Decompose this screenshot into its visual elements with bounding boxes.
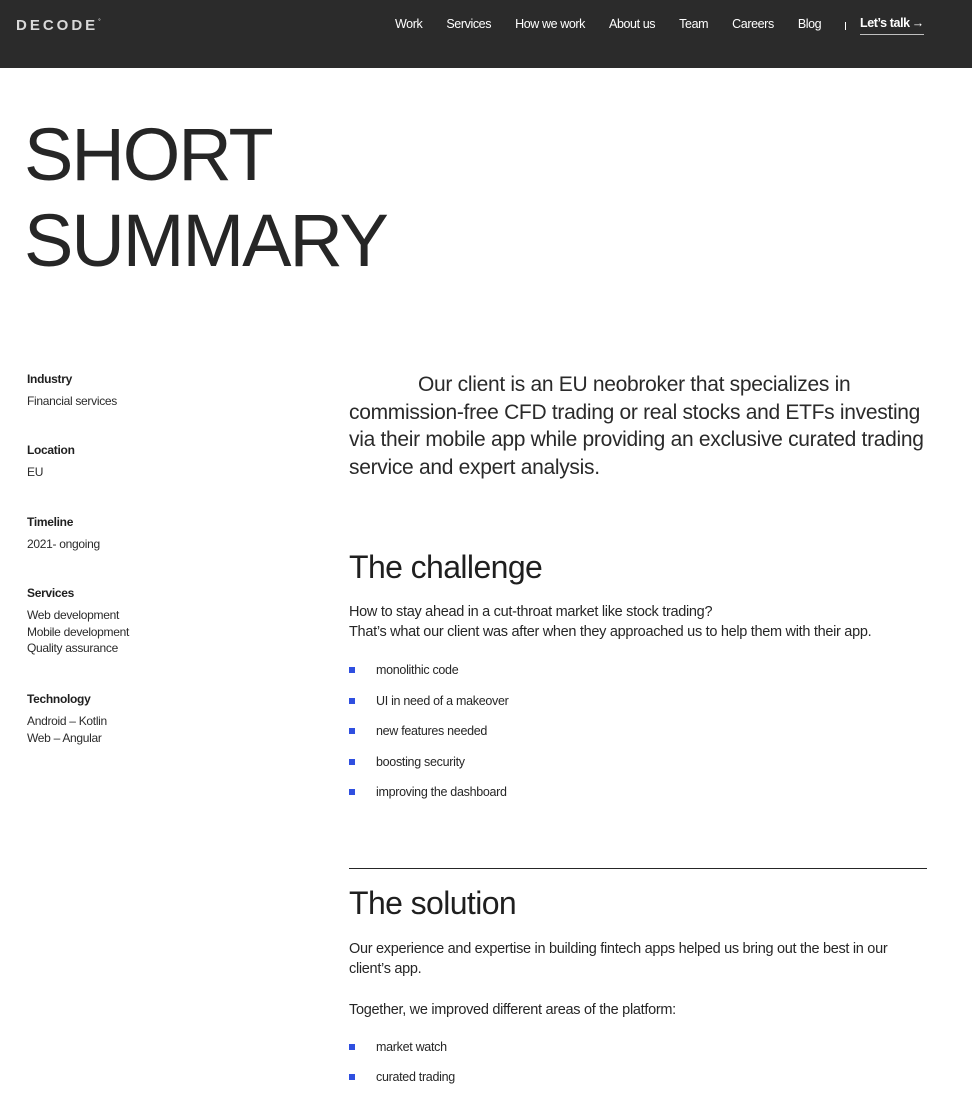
fact-value: EU: [27, 465, 44, 479]
fact-value: Web – Angular: [27, 730, 102, 745]
page-title-line-1: SHORT: [24, 113, 272, 196]
fact-value: Quality assurance: [27, 641, 118, 655]
bullet-square-icon: [349, 698, 355, 704]
nav-blog[interactable]: Blog: [797, 17, 822, 31]
page-title: [24, 112, 387, 284]
nav-careers[interactable]: Careers: [732, 17, 774, 31]
list-item: [349, 693, 927, 724]
solution-paragraph-1: Our experience and expertise in building fintech apps helped us bring out the best in our client’s app.: [349, 940, 888, 977]
nav-services[interactable]: Services: [446, 17, 492, 31]
bullet-square-icon: [349, 759, 355, 765]
bullet-square-icon: [349, 728, 355, 734]
list-item-text: boosting security: [376, 754, 465, 769]
list-item-text: improving the dashboard: [376, 785, 507, 799]
list-item: [349, 1069, 927, 1100]
list-item: [349, 1039, 927, 1070]
bullet-square-icon: [349, 789, 355, 795]
main-nav: [395, 16, 870, 32]
fact-services: [27, 585, 277, 691]
challenge-line-2: That’s what our client was after when they approached us to help them with their app.: [349, 624, 872, 640]
list-item: [349, 784, 927, 815]
nav-team[interactable]: Team: [679, 17, 709, 31]
fact-values: [27, 607, 277, 657]
list-item-text: UI in need of a makeover: [376, 693, 509, 708]
fact-values: [27, 393, 277, 410]
solution-title: The solution: [349, 884, 517, 921]
logo-mark: °: [98, 19, 101, 25]
list-item-text: market watch: [376, 1039, 447, 1054]
list-item-text: monolithic code: [376, 663, 459, 677]
challenge-list: [349, 662, 927, 815]
fact-technology: [27, 691, 277, 746]
fact-timeline: [27, 514, 277, 585]
fact-value: Android – Kotlin: [27, 714, 107, 728]
list-item-text: curated trading: [376, 1070, 455, 1084]
bullet-square-icon: [349, 667, 355, 673]
fact-industry: [27, 371, 277, 442]
fact-label: Location: [27, 443, 75, 457]
fact-value: Mobile development: [27, 624, 129, 639]
fact-values: [27, 536, 277, 553]
fact-values: [27, 713, 277, 746]
solution-paragraph-2: Together, we improved different areas of the platform:: [349, 1001, 676, 1018]
decode-logo[interactable]: [16, 17, 101, 34]
challenge-line-1: How to stay ahead in a cut-throat market like stock trading?: [349, 604, 713, 620]
nav-separator: [845, 22, 846, 30]
fact-label: Timeline: [27, 515, 74, 529]
bullet-square-icon: [349, 1074, 355, 1080]
intro-paragraph: Our client is an EU neobroker that specializes in commission-free CFD trading or real stocks and ETFs investing via their mobile app while providing an exclusive curated trading service and expert analysis.: [349, 373, 924, 479]
case-study-content: [349, 371, 927, 1100]
list-item: [349, 754, 927, 785]
challenge-title: The challenge: [349, 549, 543, 585]
nav-how-we-work[interactable]: How we work: [515, 17, 586, 31]
page-title-line-2: SUMMARY: [24, 199, 387, 282]
challenge-paragraph: [349, 602, 927, 642]
fact-values: [27, 464, 277, 481]
lets-talk-button[interactable]: [860, 16, 924, 35]
list-item: [349, 723, 927, 754]
fact-value: 2021- ongoing: [27, 537, 100, 551]
fact-value: Financial services: [27, 394, 117, 408]
list-item-text: new features needed: [376, 724, 488, 738]
fact-label: Technology: [27, 692, 91, 706]
fact-value: Web development: [27, 608, 120, 622]
project-facts: [27, 371, 277, 746]
list-item: [349, 662, 927, 693]
fact-location: [27, 442, 277, 514]
nav-work[interactable]: Work: [395, 17, 423, 31]
site-header: [0, 0, 972, 68]
nav-about-us[interactable]: About us: [609, 17, 656, 31]
fact-label: Services: [27, 586, 74, 600]
fact-label: Industry: [27, 372, 72, 386]
logo-text: DECODE: [16, 17, 99, 34]
arrow-right-icon: →: [911, 16, 924, 30]
solution-list: [349, 1039, 927, 1100]
lets-talk-label: Let’s talk: [860, 16, 910, 30]
bullet-square-icon: [349, 1044, 355, 1050]
